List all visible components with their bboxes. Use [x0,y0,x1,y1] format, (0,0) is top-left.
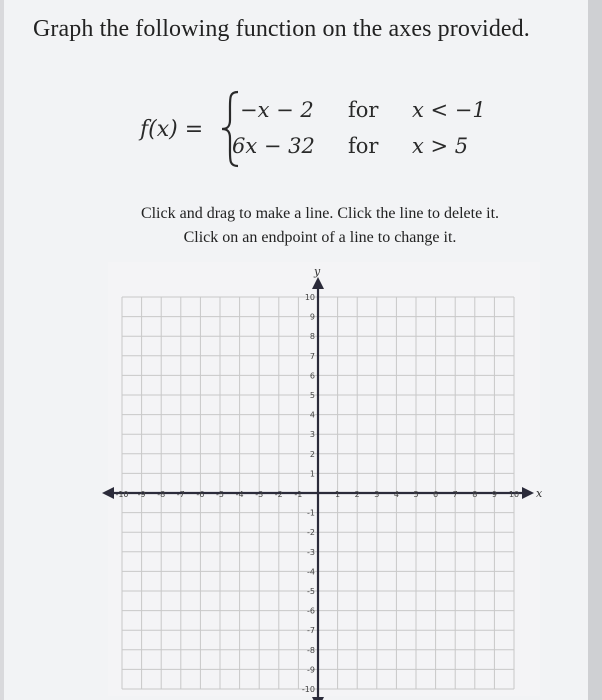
y-tick-label: -5 [307,587,315,596]
x-tick-label: 6 [433,490,439,499]
x-tick-label: -2 [274,490,283,499]
piece-2-condition: x > 5 [412,134,469,158]
piece-1-condition: x < −1 [412,98,486,122]
question-prompt: Graph the following function on the axes provided. [33,16,530,42]
x-tick-label: -1 [294,490,303,499]
instruction-line-2: Click on an endpoint of a line to change it. [183,229,457,246]
x-axis-label: x [536,487,543,500]
y-tick-label: -7 [307,626,315,636]
y-tick-label: -1 [307,508,315,518]
y-axis-label: y [314,265,321,278]
x-tick-label: 1 [335,490,341,499]
piece-1-expression: −x − 2 [240,98,314,122]
function-lhs: f(x) = [140,117,204,142]
graph-canvas[interactable] [108,262,543,696]
y-tick-label: 2 [309,449,315,459]
y-tick-label: 4 [309,410,315,420]
x-tick-label: -9 [137,490,146,499]
x-tick-label: 3 [374,490,380,499]
y-tick-label: 8 [309,332,315,342]
y-tick-label: 5 [309,391,315,400]
y-tick-label: 3 [309,430,315,440]
piece-2-expression: 6x − 32 [232,134,315,158]
page-edge [588,0,602,700]
y-tick-label: -10 [301,685,315,694]
instruction-line-1: Click and drag to make a line. Click the line to delete it. [140,205,500,222]
piece-2-for: for [348,134,379,158]
x-tick-label: -4 [235,490,244,499]
x-tick-label: -6 [196,490,205,499]
x-tick-label: 2 [354,490,360,499]
y-tick-label: 1 [309,469,315,479]
y-tick-label: -3 [307,547,315,557]
y-tick-label: -6 [307,606,315,616]
y-tick-label: 6 [309,371,315,381]
y-tick-label: -4 [307,567,315,577]
x-tick-label: -5 [216,490,224,499]
x-tick-label: -8 [157,490,166,499]
x-tick-label: -7 [176,490,185,499]
x-tick-label: -10 [115,490,129,499]
x-tick-label: 9 [491,490,497,499]
x-tick-label: 7 [452,490,458,499]
y-tick-label: 7 [309,351,315,361]
piece-1-for: for [348,98,379,122]
x-tick-label: -3 [255,490,264,499]
x-tick-label: 10 [508,490,520,499]
y-tick-label: 9 [309,312,315,322]
y-tick-label: -8 [307,645,315,655]
x-tick-label: 8 [472,490,478,499]
y-tick-label: -2 [307,528,315,538]
x-tick-label: 5 [413,490,419,499]
y-tick-label: 10 [304,293,315,302]
y-tick-label: -9 [307,665,315,675]
x-tick-label: 4 [393,490,399,499]
